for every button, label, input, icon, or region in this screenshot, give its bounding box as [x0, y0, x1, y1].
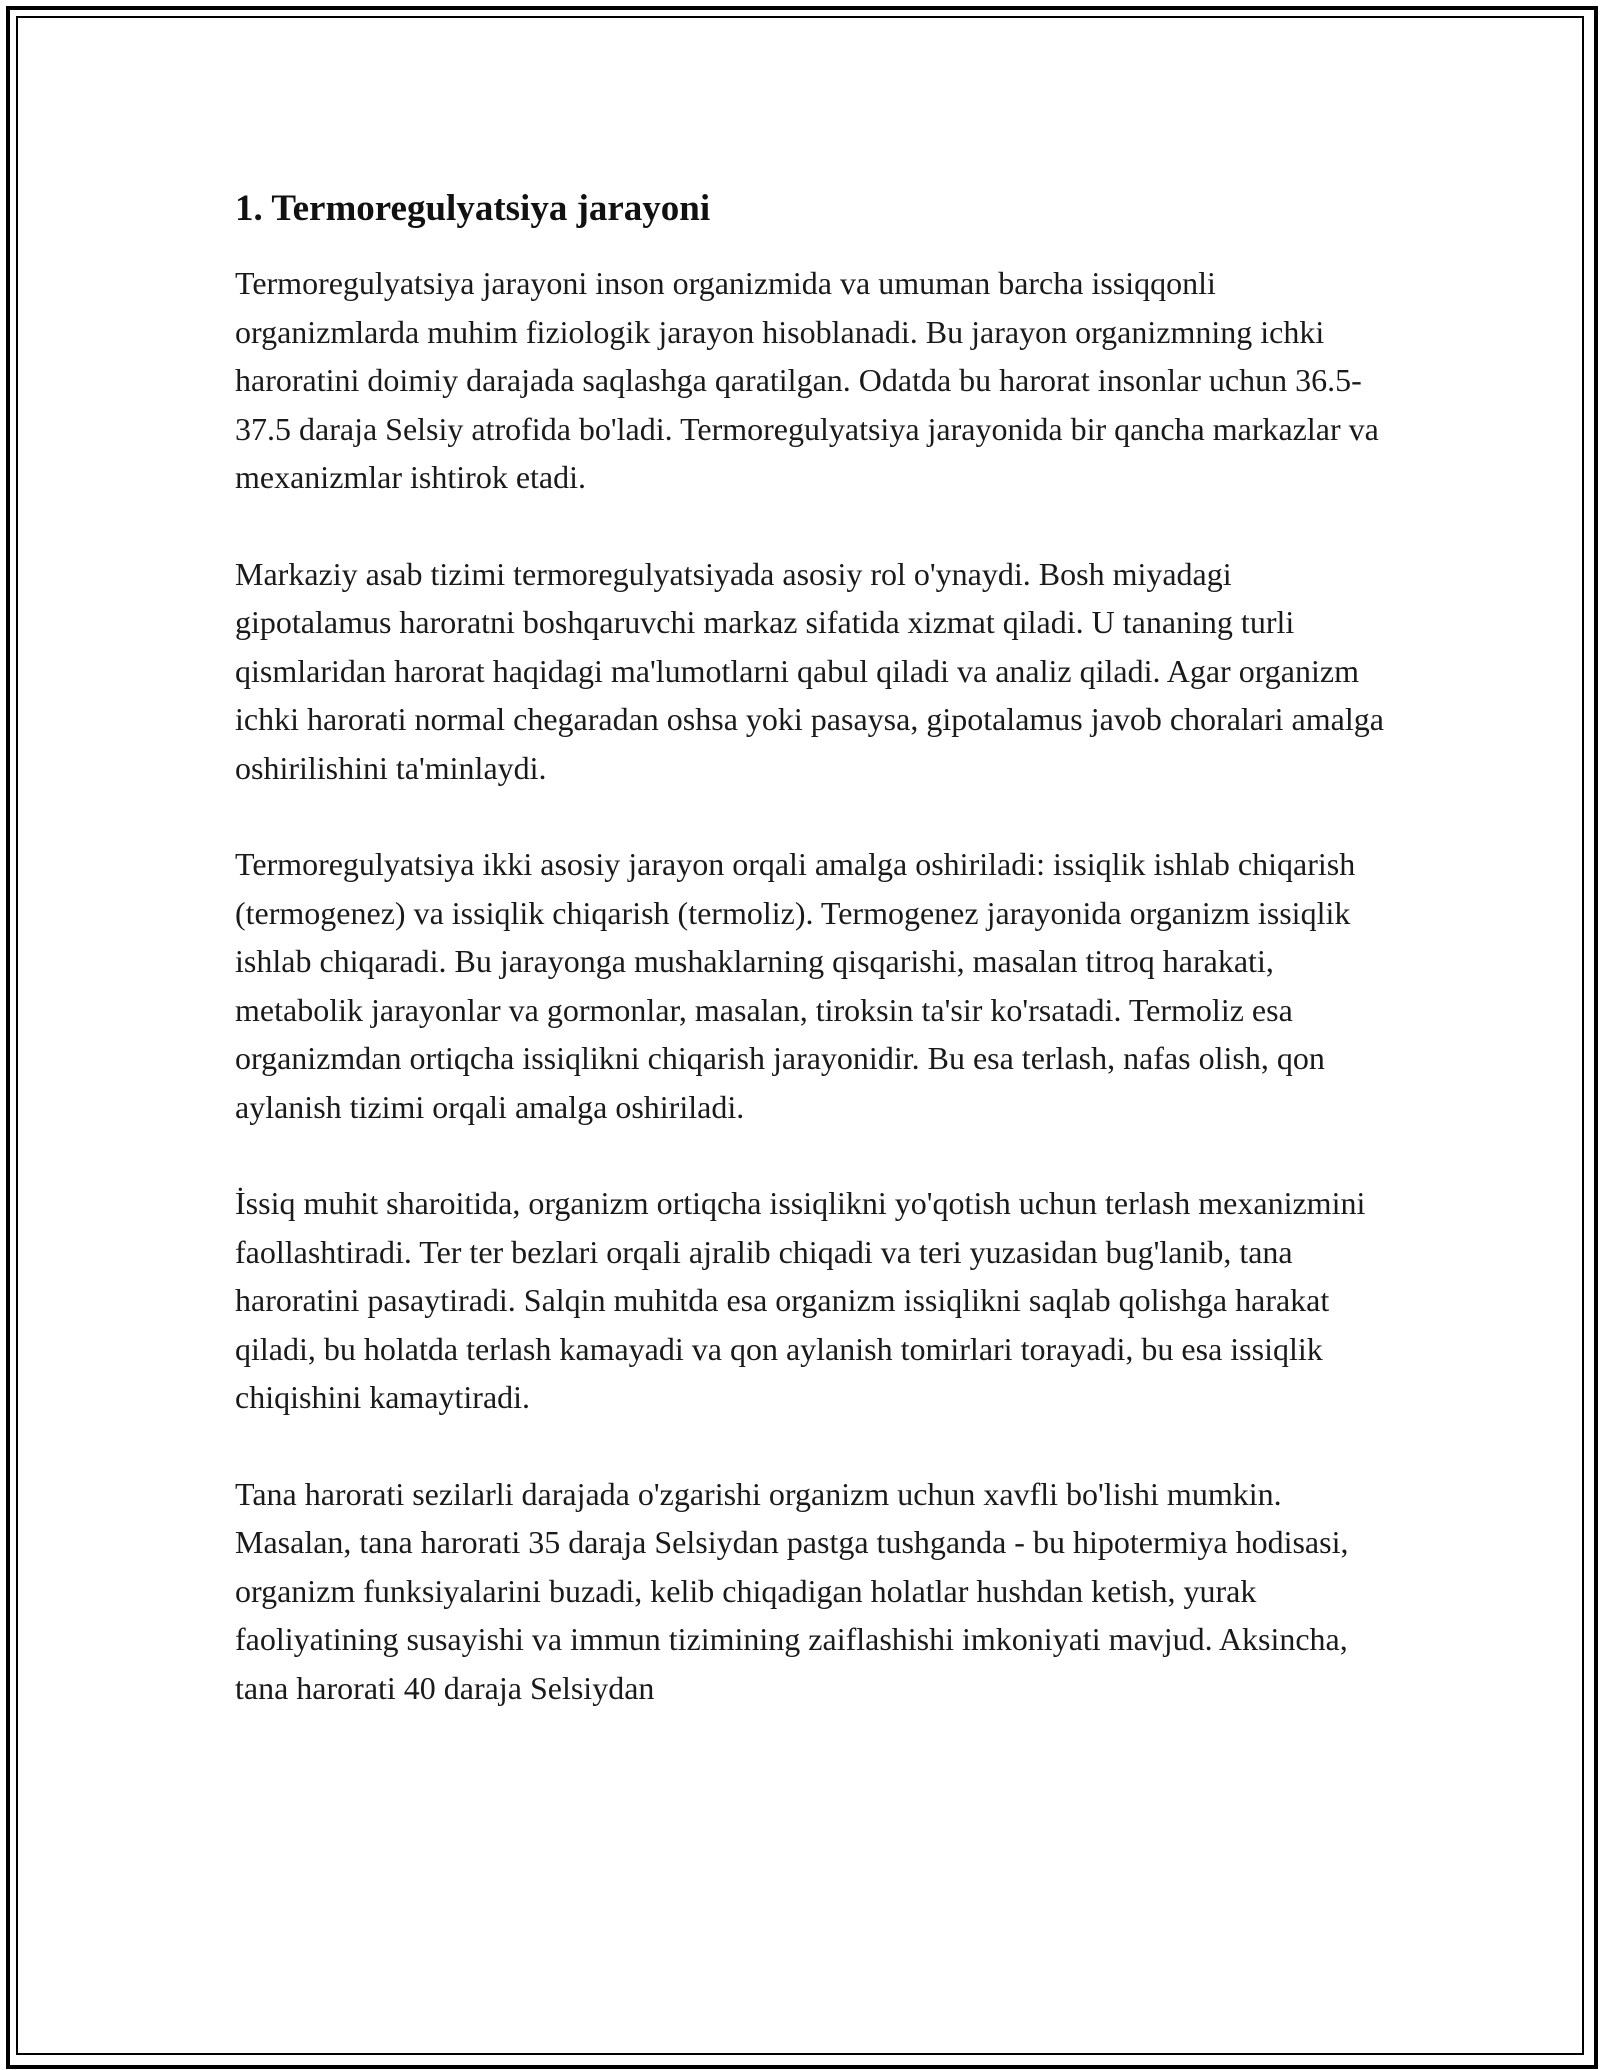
section-heading: 1. Termoregulyatsiya jarayoni	[235, 188, 711, 229]
paragraph-intro: Termoregulyatsiya jarayoni inson organizmida va umuman barcha issiqqonli organizmlarda muhim fiziologik jarayon hisoblanadi. Bu jarayon organizmning ichki haroratini doimiy darajada saqlashga qaratilgan. Odatda bu harorat insonlar uchun 36.5-37.5 daraja Selsiy atrofida bo'ladi. Termoregulyatsiya jarayonida bir qancha markazlar va mexanizmlar ishtirok etadi.	[235, 265, 1379, 495]
paragraph-temperature-danger: Tana harorati sezilarli darajada o'zgarishi organizm uchun xavfli bo'lishi mumkin. Masalan, tana harorati 35 daraja Selsiydan pastga tushganda - bu hipotermiya hodisasi, organizm funksiyalarini buzadi, kelib chiqadigan holatlar hushdan ketish, yurak faoliyatining susayishi va immun tizimining zaiflashishi imkoniyati mavjud. Aksincha, tana harorati 40 daraja Selsiydan	[235, 1475, 1349, 1706]
paragraph-thermogenesis-thermolysis: Termoregulyatsiya ikki asosiy jarayon orqali amalga oshiriladi: issiqlik ishlab chiqarish (termogenez) va issiqlik chiqarish (termoliz). Termogenez jarayonida organizm issiqlik ishlab chiqaradi. Bu jarayonga mushaklarning qisqarishi, masalan titroq harakati, metabolik jarayonlar va gormonlar, masalan, tiroksin ta'sir ko'rsatadi. Termoliz esa organizmdan ortiqcha issiqlikni chiqarish jarayonidir. Bu esa terlash, nafas olish, qon aylanish tizimi orqali amalga oshiriladi.	[235, 846, 1356, 1125]
document-body	[235, 185, 1385, 1760]
paragraph-hot-cold-environment: İssiq muhit sharoitida, organizm ortiqcha issiqlikni yo'qotish uchun terlash mexanizmini faollashtiradi. Ter ter bezlari orqali ajralib chiqadi va teri yuzasidan bug'lanib, tana haroratini pasaytiradi. Salqin muhitda esa organizm issiqlikni saqlab qolishga harakat qiladi, bu holatda terlash kamayadi va qon aylanish tomirlari torayadi, bu esa issiqlik chiqishini kamaytiradi.	[235, 1185, 1366, 1415]
paragraph-central-nervous-system: Markaziy asab tizimi termoregulyatsiyada asosiy rol o'ynaydi. Bosh miyadagi gipotalamus haroratni boshqaruvchi markaz sifatida xizmat qiladi. U tananing turli qismlaridan harorat haqidagi ma'lumotlarni qabul qiladi va analiz qiladi. Agar organizm ichki harorati normal chegaradan oshsa yoki pasaysa, gipotalamus javob choralari amalga oshirilishini ta'minlaydi.	[235, 555, 1384, 786]
